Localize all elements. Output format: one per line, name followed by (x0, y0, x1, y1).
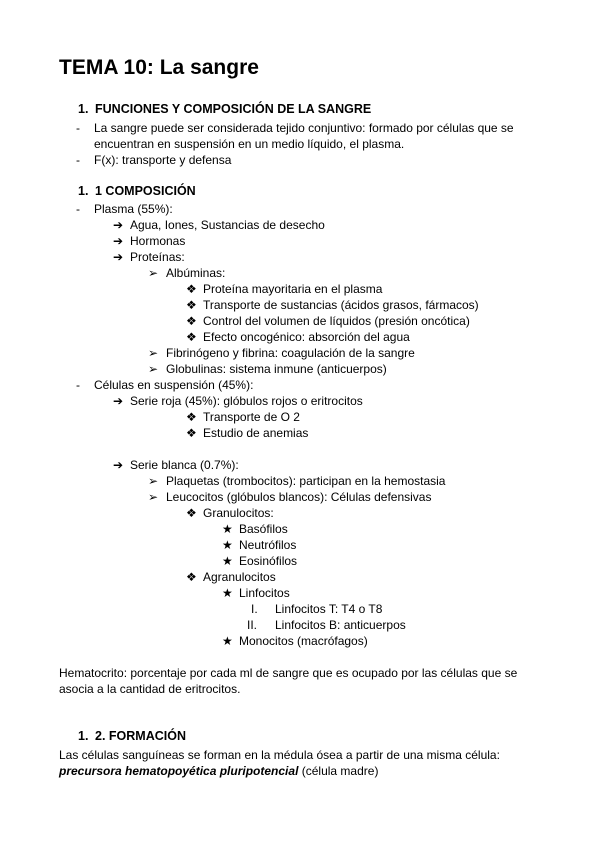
dash-bullet: - (76, 153, 80, 167)
text-line: Transporte de O 2 (203, 410, 300, 424)
plain-text: (célula madre) (298, 764, 379, 778)
text-line: La sangre puede ser considerada tejido conjuntivo: formado por células que se (94, 121, 514, 135)
text-line: Proteínas: (130, 250, 185, 264)
text-line: Serie roja (45%): glóbulos rojos o eritrocitos (130, 394, 363, 408)
section-heading-composicion (78, 184, 196, 198)
section-heading-formacion (78, 729, 186, 743)
text-line: Estudio de anemias (203, 426, 309, 440)
text-line: Efecto oncogénico: absorción del agua (203, 330, 410, 344)
diamond-bullet-icon: ❖ (186, 314, 197, 328)
text-line: Linfocitos T: T4 o T8 (275, 602, 383, 616)
star-bullet-icon: ★ (222, 522, 233, 536)
section-number: 1. (78, 729, 89, 743)
text-line: Control del volumen de líquidos (presión oncótica) (203, 314, 470, 328)
triangle-bullet-icon: ➢ (148, 346, 159, 360)
arrow-bullet-icon: ➔ (113, 218, 124, 232)
text-line: Proteína mayoritaria en el plasma (203, 282, 383, 296)
text-line: Agranulocitos (203, 570, 276, 584)
star-bullet-icon: ★ (222, 586, 233, 600)
diamond-bullet-icon: ❖ (186, 282, 197, 296)
text-line: Agua, Iones, Sustancias de desecho (130, 218, 325, 232)
arrow-bullet-icon: ➔ (113, 234, 124, 248)
section-number: 1. (78, 102, 89, 116)
page-title: TEMA 10: La sangre (59, 56, 259, 79)
text-line: Plaquetas (trombocitos): participan en la hemostasia (166, 474, 446, 488)
star-bullet-icon: ★ (222, 634, 233, 648)
text-line: Plasma (55%): (94, 202, 173, 216)
text-line: Albúminas: (166, 266, 226, 280)
star-bullet-icon: ★ (222, 554, 233, 568)
text-line: Eosinófilos (239, 554, 298, 568)
roman-numeral: I. (251, 602, 258, 616)
diamond-bullet-icon: ❖ (186, 506, 197, 520)
section-title: FUNCIONES Y COMPOSICIÓN DE LA SANGRE (95, 102, 372, 116)
text-line: Transporte de sustancias (ácidos grasos, fármacos) (203, 298, 479, 312)
paragraph-line (59, 763, 378, 779)
triangle-bullet-icon: ➢ (148, 362, 159, 376)
triangle-bullet-icon: ➢ (148, 490, 159, 504)
text-line: Granulocitos: (203, 506, 274, 520)
text-line: Basófilos (239, 522, 288, 536)
dash-bullet: - (76, 121, 80, 135)
text-line: encuentran en suspensión en un medio líquido, el plasma. (94, 137, 405, 151)
triangle-bullet-icon: ➢ (148, 266, 159, 280)
text-line: Linfocitos B: anticuerpos (275, 618, 406, 632)
text-line: Linfocitos (239, 586, 290, 600)
text-line: Monocitos (macrófagos) (239, 634, 368, 648)
paragraph-line: asocia a la cantidad de eritrocitos. (59, 682, 241, 696)
arrow-bullet-icon: ➔ (113, 458, 124, 472)
text-line: Hormonas (130, 234, 186, 248)
text-line: Células en suspensión (45%): (94, 378, 254, 392)
section-title: 2. FORMACIÓN (95, 729, 186, 743)
arrow-bullet-icon: ➔ (113, 250, 124, 264)
text-line: Neutrófilos (239, 538, 297, 552)
triangle-bullet-icon: ➢ (148, 474, 159, 488)
section-title: 1 COMPOSICIÓN (95, 184, 196, 198)
diamond-bullet-icon: ❖ (186, 570, 197, 584)
emphasis-text: precursora hematopoyética pluripotencial (59, 764, 299, 778)
section-heading-funciones (78, 102, 371, 116)
text-line: F(x): transporte y defensa (94, 153, 232, 167)
dash-bullet: - (76, 378, 80, 392)
diamond-bullet-icon: ❖ (186, 298, 197, 312)
diamond-bullet-icon: ❖ (186, 330, 197, 344)
diamond-bullet-icon: ❖ (186, 410, 197, 424)
text-line: Leucocitos (glóbulos blancos): Células defensivas (166, 490, 432, 504)
paragraph-line: Hematocrito: porcentaje por cada ml de sangre que es ocupado por las células que se (59, 666, 518, 680)
text-line: Fibrinógeno y fibrina: coagulación de la sangre (166, 346, 415, 360)
star-bullet-icon: ★ (222, 538, 233, 552)
roman-numeral: II. (247, 618, 258, 632)
dash-bullet: - (76, 202, 80, 216)
arrow-bullet-icon: ➔ (113, 394, 124, 408)
text-line: Serie blanca (0.7%): (130, 458, 239, 472)
text-line: Globulinas: sistema inmune (anticuerpos) (166, 362, 387, 376)
diamond-bullet-icon: ❖ (186, 426, 197, 440)
paragraph-line: Las células sanguíneas se forman en la médula ósea a partir de una misma célula: (59, 748, 500, 762)
section-number: 1. (78, 184, 89, 198)
